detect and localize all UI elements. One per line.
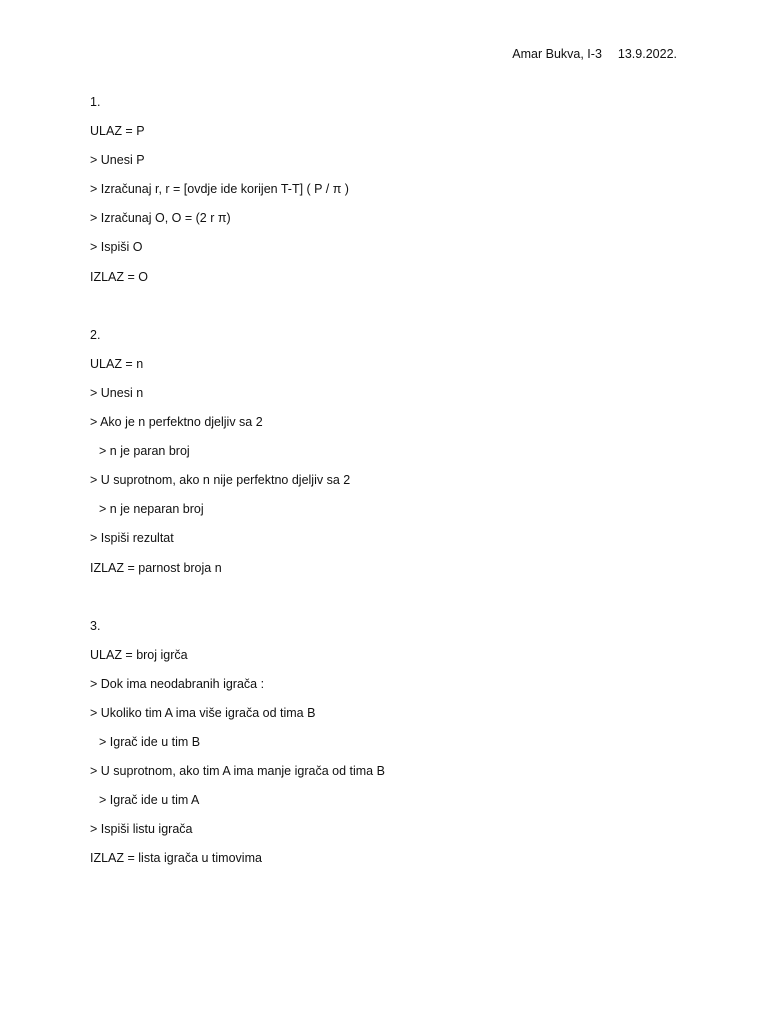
section-number: 3. [90, 618, 101, 633]
section-1 [90, 93, 690, 297]
pseudocode-line: > n je neparan broj [99, 502, 204, 517]
document-body [90, 93, 690, 879]
pseudocode-line: > Ispiši O [90, 240, 143, 255]
pseudocode-line: IZLAZ = lista igrača u timovima [90, 851, 262, 866]
pseudocode-line: > U suprotnom, ako n nije perfektno djeljiv sa 2 [90, 473, 351, 488]
pseudocode-line: > U suprotnom, ako tim A ima manje igrača od tima B [90, 764, 385, 779]
section-number: 1. [90, 95, 101, 109]
document-header [512, 47, 677, 61]
pseudocode-line: ULAZ = n [90, 356, 144, 371]
pseudocode-line: > Unesi P [90, 153, 145, 168]
section-gap [90, 297, 690, 326]
pseudocode-line: > Ispiši listu igrača [90, 822, 193, 837]
section-3 [90, 617, 690, 879]
pseudocode-line: > Izračunaj r, r = [ovdje ide korijen T-T] ( P / π ) [90, 182, 349, 197]
pseudocode-line: > Ako je n perfektno djeljiv sa 2 [90, 415, 263, 430]
pseudocode-line: > n je paran broj [99, 444, 190, 459]
section-2 [90, 326, 690, 588]
pseudocode-line: IZLAZ = parnost broja n [90, 560, 222, 575]
pseudocode-line: IZLAZ = O [90, 269, 149, 284]
pseudocode-line: > Dok ima neodabranih igrača : [90, 676, 265, 691]
pseudocode-line: > Igrač ide u tim A [99, 793, 200, 808]
author-label: Amar Bukva, I-3 [512, 47, 602, 61]
date-label: 13.9.2022. [617, 47, 677, 61]
section-gap [90, 588, 690, 617]
pseudocode-line: ULAZ = broj igrča [90, 647, 188, 662]
pseudocode-line: > Izračunaj O, O = (2 r π) [90, 211, 231, 226]
section-number: 2. [90, 327, 101, 342]
pseudocode-line: > Igrač ide u tim B [99, 735, 201, 750]
pseudocode-line: ULAZ = P [90, 124, 145, 139]
pseudocode-line: > Unesi n [90, 385, 144, 400]
pseudocode-line: > Ispiši rezultat [90, 531, 174, 546]
pseudocode-line: > Ukoliko tim A ima više igrača od tima B [90, 705, 316, 720]
